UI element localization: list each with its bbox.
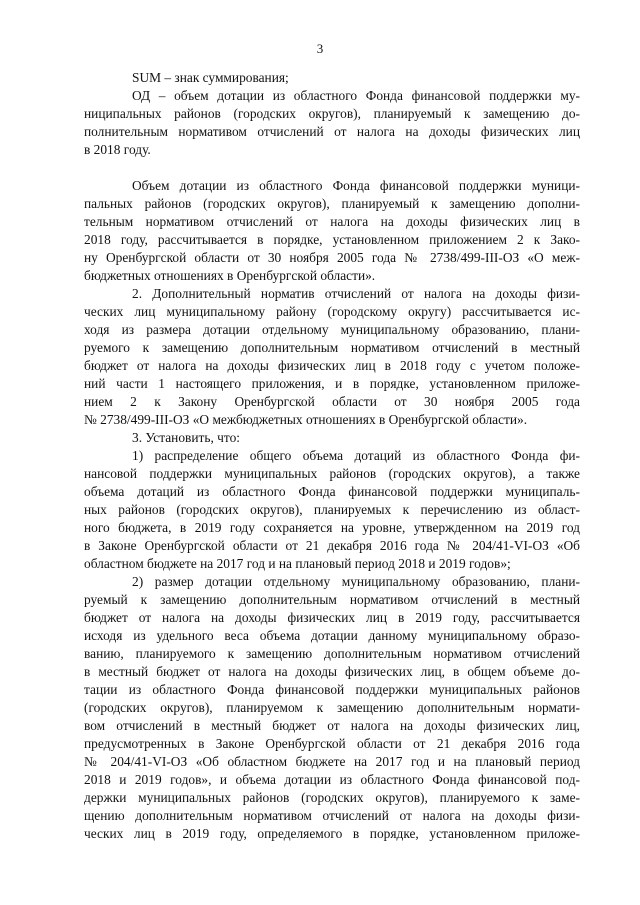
text-line: SUM – знак суммирования;: [132, 70, 289, 85]
text-line: ний части 1 настоящего приложения, и в порядке, установленном приложе-: [84, 376, 580, 391]
text-line: щению дополнительным нормативом отчислений от налога на доходы физи-: [84, 808, 580, 823]
text-line: 2) размер дотации отдельному муниципальному образованию, плани-: [132, 574, 580, 589]
text-line: 3. Установить, что:: [132, 430, 240, 445]
text-line: нансовой поддержки муниципальных районов (городских округов), а также: [84, 466, 580, 481]
text-line: в 2018 году.: [84, 142, 151, 157]
text-line: держки муниципальных районов (городских округов), планируемого к заме-: [84, 790, 580, 805]
page-number: 3: [316, 41, 324, 56]
text-line: ОД – объем дотации из областного Фонда финансовой поддержки му-: [132, 88, 580, 103]
text-line: объема дотаций из областного Фонда финансовой поддержки муниципаль-: [84, 484, 580, 499]
text-line: полнительным нормативом отчислений от налога на доходы физических лиц: [84, 124, 580, 139]
text-line: руемого к замещению дополнительным нормативом отчислений в местный: [84, 340, 580, 355]
text-line: пальных районов (городских округов), планируемый к замещению дополни-: [84, 196, 580, 211]
text-line: 2018 году, рассчитывается в порядке, установленном приложением 2 к Зако-: [84, 232, 580, 247]
text-line: № 204/41-VI-ОЗ «Об областном бюджете на 2017 год и на плановый период: [84, 754, 580, 769]
text-line: в местный бюджет от налога на доходы физических лиц, в общем объеме до-: [84, 664, 580, 679]
text-line: вом отчислений в местный бюджет от налога на доходы физических лиц,: [84, 718, 580, 733]
text-line: Объем дотации из областного Фонда финансовой поддержки муници-: [132, 178, 580, 193]
text-line: ванию, планируемого к замещению дополнительным нормативом отчислений: [84, 646, 580, 661]
text-line: ниципальных районов (городских округов), планируемый к замещению до-: [84, 106, 580, 121]
text-line: бюджетных отношениях в Оренбургской области».: [84, 268, 376, 283]
text-line: тельным нормативом отчислений от налога на доходы физических лиц в: [84, 214, 580, 229]
text-line: № 2738/499-III-ОЗ «О межбюджетных отношениях в Оренбургской области».: [84, 412, 528, 427]
text-line: предусмотренных в Законе Оренбургской области от 21 декабря 2016 года: [84, 736, 580, 751]
text-line: ходя из размера дотации отдельному муниципальному образованию, плани-: [84, 322, 580, 337]
text-line: ческих лиц в 2019 году, определяемого в порядке, установленном приложе-: [84, 826, 580, 841]
text-line: (городских округов), планируемом к замещению дополнительным нормати-: [84, 700, 580, 715]
text-line: тации из областного Фонда финансовой поддержки муниципальных районов: [84, 682, 580, 697]
text-line: ных районов (городских округов), планируемых к перечислению из област-: [84, 502, 580, 517]
text-line: бюджет от налога на доходы физических лиц в 2019 году, рассчитывается: [84, 610, 580, 625]
text-line: областном бюджете на 2017 год и на плановый период 2018 и 2019 годов»;: [84, 556, 511, 571]
text-line: ческих лиц муниципальному району (городскому округу) рассчитывается ис-: [84, 304, 580, 319]
text-line: 2018 и 2019 годов», и объема дотации из областного Фонда финансовой под-: [84, 772, 580, 787]
text-line: нием 2 к Закону Оренбургской области от 30 ноября 2005 года: [84, 394, 580, 409]
text-line: 2. Дополнительный норматив отчислений от налога на доходы физи-: [132, 286, 580, 301]
text-line: исходя из удельного веса объема дотации данному муниципальному образо-: [84, 628, 580, 643]
text-line: в Законе Оренбургской области от 21 декабря 2016 года № 204/41-VI-ОЗ «Об: [84, 538, 580, 553]
text-line: 1) распределение общего объема дотаций из областного Фонда фи-: [132, 448, 580, 463]
text-line: ного бюджета, в 2019 году сохраняется на уровне, утвержденном на 2019 год: [84, 520, 580, 535]
text-line: бюджет от налога на доходы физических лиц в 2018 году с учетом положе-: [84, 358, 580, 373]
text-line: руемый к замещению дополнительным нормативом отчислений в местный: [84, 592, 580, 607]
text-line: ну Оренбургской области от 30 ноября 2005 года № 2738/499-III-ОЗ «О меж-: [84, 250, 580, 265]
